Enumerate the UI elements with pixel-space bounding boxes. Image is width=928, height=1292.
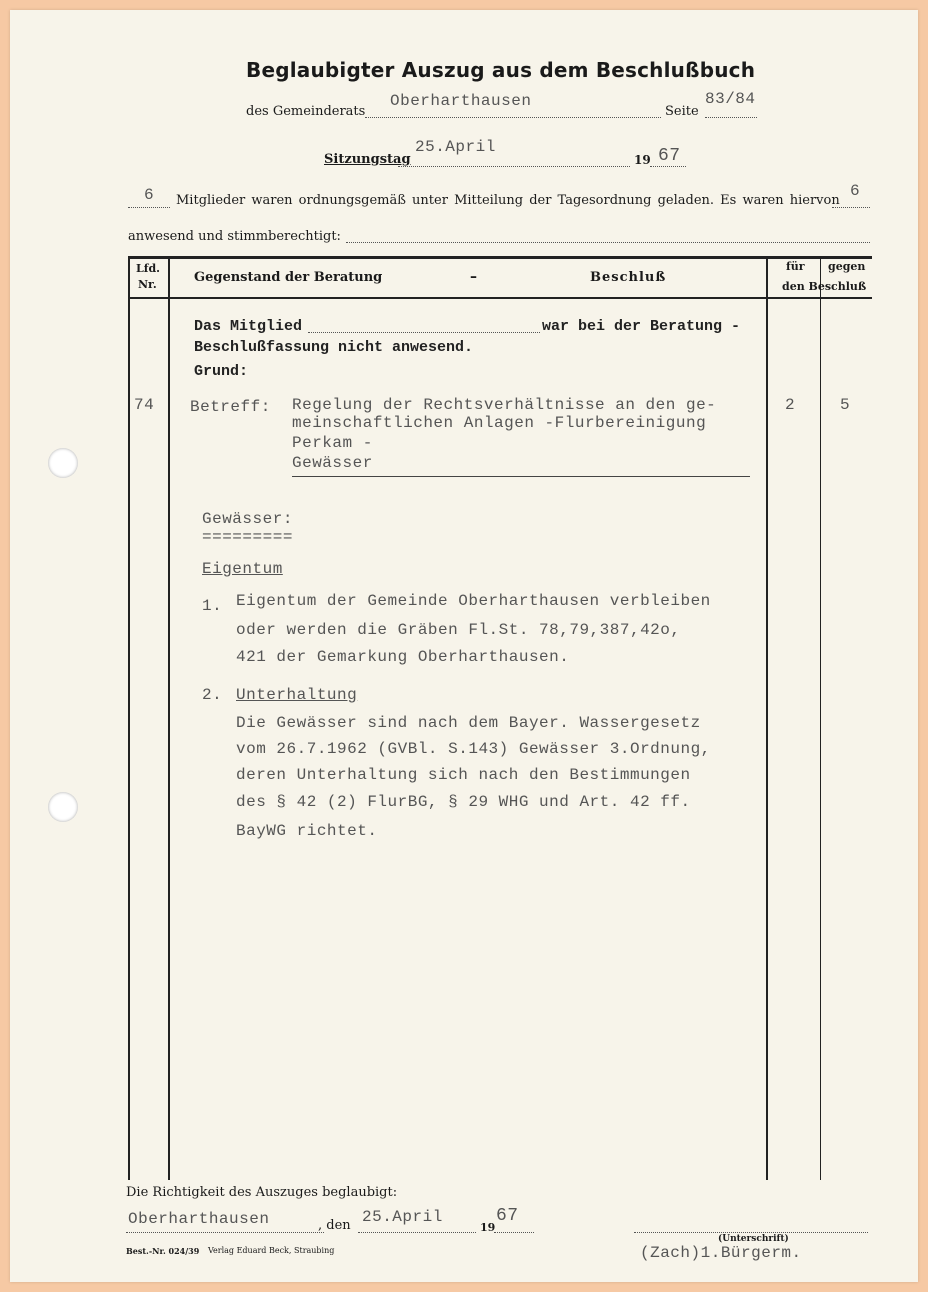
mitglied-suffix: war bei der Beratung -: [542, 318, 741, 335]
header-nr: Nr.: [138, 278, 157, 291]
item2-line-2: vom 26.7.1962 (GVBl. S.143) Gewässer 3.Ordnung,: [236, 740, 711, 758]
betreff-line-4: Gewässer: [292, 454, 373, 472]
betreff-line-2: meinschaftlichen Anlagen -Flurbereinigung: [292, 414, 707, 432]
punch-hole-bottom: [48, 792, 78, 822]
eigentum-heading: Eigentum: [202, 560, 283, 578]
header-beschluss: Beschluß: [590, 270, 667, 285]
document-title: Beglaubigter Auszug aus dem Beschlußbuch: [246, 58, 756, 82]
sitzungstag-value: 25.April: [415, 138, 496, 156]
item1-line-3: 421 der Gemarkung Oberharthausen.: [236, 648, 570, 666]
section-underline: =========: [202, 528, 293, 546]
item2-heading: Unterhaltung: [236, 686, 358, 704]
grund-label: Grund:: [194, 363, 249, 380]
beglaubigt-text: Die Richtigkeit des Auszuges beglaubigt:: [126, 1185, 398, 1200]
header-lfd: Lfd.: [136, 262, 160, 275]
attendance-text: Mitglieder waren ordnungsgemäß unter Mitteilung der Tagesordnung geladen. Es waren hiervon: [176, 193, 840, 208]
anwesend-count: 6: [850, 182, 861, 200]
footer-place: Oberharthausen: [128, 1210, 270, 1228]
anwesend-label: anwesend und stimmberechtigt:: [128, 229, 341, 244]
section-title: Gewässer:: [202, 510, 293, 528]
punch-hole-top: [48, 448, 78, 478]
item2-line-3: deren Unterhaltung sich nach den Bestimmungen: [236, 766, 691, 784]
header-fuer: für: [786, 260, 805, 273]
sitzungstag-label: Sitzungstag: [324, 152, 411, 167]
item2-line-5: BayWG richtet.: [236, 822, 378, 840]
seite-value: 83/84: [705, 90, 756, 108]
betreff-line-3: Perkam -: [292, 434, 373, 452]
unterschrift-label: (Unterschrift): [718, 1234, 789, 1244]
footer-date: 25.April: [362, 1208, 443, 1226]
betreff-line-1: Regelung der Rechtsverhältnisse an den ge-: [292, 396, 717, 414]
footer-year-prefix: 19: [480, 1221, 496, 1234]
footer-year-value: 67: [496, 1206, 519, 1226]
gemeinderat-value: Oberharthausen: [390, 92, 532, 110]
fuer-votes: 2: [785, 396, 796, 414]
item1-number: 1.: [202, 597, 223, 615]
footer-den: , den: [318, 1218, 351, 1233]
header-den-beschluss: den Beschluß: [782, 280, 867, 293]
document-page: [10, 10, 918, 1282]
header-gegenstand: Gegenstand der Beratung: [194, 270, 383, 285]
header-gegen: gegen: [828, 260, 866, 273]
header-dash: –: [470, 269, 477, 285]
sitzungstag-year-prefix: 19: [634, 153, 651, 167]
geladen-count: 6: [144, 186, 155, 204]
item1-line-1: Eigentum der Gemeinde Oberharthausen verbleiben: [236, 592, 711, 610]
item2-line-4: des § 42 (2) FlurBG, § 29 WHG und Art. 42 ff.: [236, 793, 691, 811]
mitglied-prefix: Das Mitglied: [194, 318, 303, 335]
betreff-label: Betreff:: [190, 398, 271, 416]
item1-line-2: oder werden die Gräben Fl.St. 78,79,387,42o,: [236, 621, 681, 639]
entry-number: 74: [134, 396, 155, 414]
gemeinderat-label: des Gemeinderats: [246, 104, 366, 119]
seite-label: Seite: [665, 104, 699, 119]
verlag: Verlag Eduard Beck, Straubing: [208, 1246, 335, 1255]
sitzungstag-year-value: 67: [658, 146, 681, 166]
item2-number: 2.: [202, 686, 223, 704]
beschlussfassung-line: Beschlußfassung nicht anwesend.: [194, 339, 474, 356]
best-nr: Best.-Nr. 024/39: [126, 1246, 200, 1256]
gegen-votes: 5: [840, 396, 851, 414]
signer-name: (Zach)1.Bürgerm.: [640, 1244, 802, 1262]
item2-line-1: Die Gewässer sind nach dem Bayer. Wassergesetz: [236, 714, 701, 732]
